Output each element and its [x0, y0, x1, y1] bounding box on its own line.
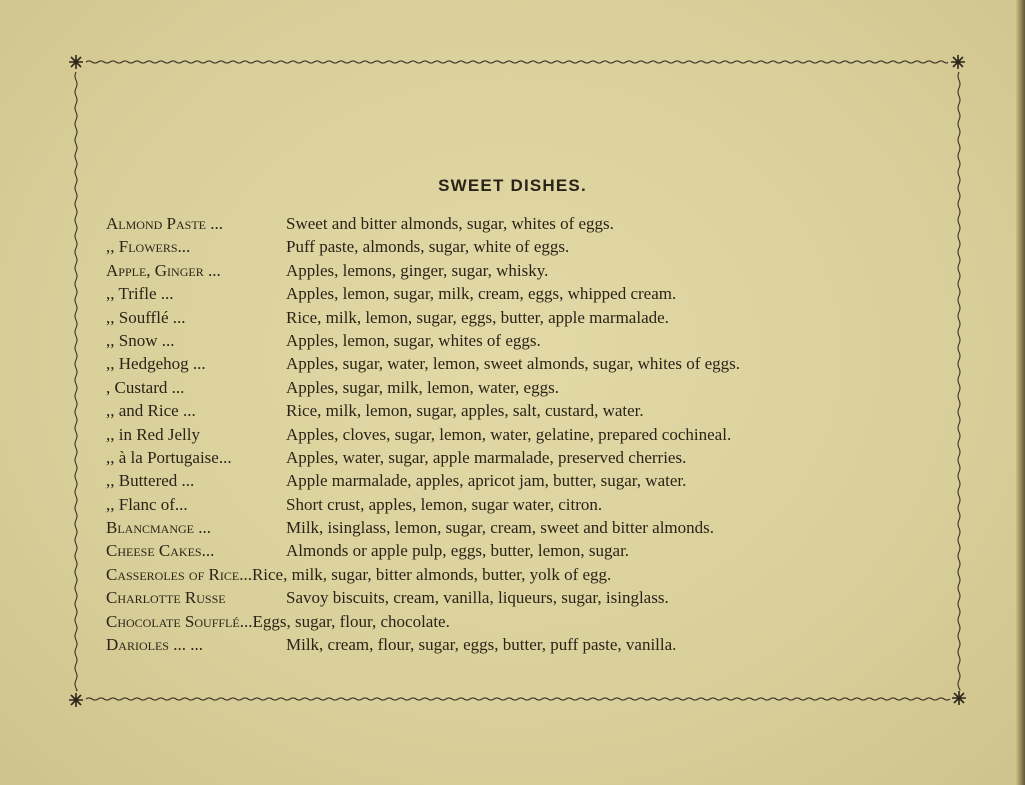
ingredients: Apples, water, sugar, apple marmalade, preserved cherries. [286, 447, 687, 467]
ingredients: Apples, lemon, sugar, whites of eggs. [286, 330, 541, 350]
list-item [106, 493, 936, 516]
left-wavy-rule [75, 72, 77, 691]
dish-name: ,, in Red Jelly [106, 424, 200, 444]
ingredients: Apples, lemon, sugar, milk, cream, eggs, whipped cream. [286, 284, 677, 304]
ingredients: Eggs, sugar, flour, chocolate. [252, 611, 450, 631]
ingredients: Savoy biscuits, cream, vanilla, liqueurs, sugar, isinglass. [286, 588, 669, 608]
dish-name: ,, Hedgehog ... [106, 354, 206, 374]
ingredients: Sweet and bitter almonds, sugar, whites of eggs. [286, 214, 614, 233]
ingredients: Apples, sugar, milk, lemon, water, eggs. [286, 377, 559, 397]
ingredients: Apple marmalade, apples, apricot jam, butter, sugar, water. [286, 471, 687, 491]
list-item [106, 610, 936, 633]
list-item [106, 306, 936, 329]
page-title: SWEET DISHES. [438, 176, 587, 195]
corner-ornament-top-right [951, 55, 965, 69]
list-item [106, 423, 936, 446]
ingredients: Rice, milk, lemon, sugar, apples, salt, custard, water. [286, 401, 644, 421]
dish-name: Chocolate Soufflé... [106, 611, 253, 631]
dish-name: Darioles ... ... [106, 635, 203, 655]
dish-name: ,, à la Portugaise... [106, 447, 232, 467]
ingredients: Apples, sugar, water, lemon, sweet almonds, sugar, whites of eggs. [286, 354, 741, 374]
dish-name: ,, Flanc of... [106, 494, 188, 514]
top-wavy-rule [86, 61, 948, 63]
dish-name: Blancmange ... [106, 518, 212, 538]
dish-name: Apple, Ginger ... [106, 260, 221, 280]
list-item [106, 399, 936, 422]
list-item [106, 212, 936, 235]
dish-name: ,, Buttered ... [106, 471, 195, 491]
corner-ornament-bottom-left [69, 693, 83, 707]
list-item [106, 469, 936, 492]
list-item [106, 563, 936, 586]
right-wavy-rule [958, 72, 960, 690]
ingredients: Apples, cloves, sugar, lemon, water, gelatine, prepared cochineal. [286, 424, 732, 444]
ingredients: Almonds or apple pulp, eggs, butter, lemon, sugar. [286, 541, 630, 561]
dish-name: Almond Paste ... [106, 214, 223, 233]
ingredients: Short crust, apples, lemon, sugar water, citron. [286, 494, 603, 514]
list-item [106, 259, 936, 282]
list-item [106, 539, 936, 562]
corner-ornament-bottom-right [952, 691, 966, 705]
ingredients: Puff paste, almonds, sugar, white of eggs. [286, 237, 570, 257]
dish-name: ,, Flowers... [106, 237, 191, 257]
recipe-list [106, 212, 936, 656]
dish-name: Charlotte Russe [106, 588, 226, 608]
dish-name: , Custard ... [106, 377, 185, 397]
bottom-wavy-rule [86, 698, 950, 700]
ingredients: Rice, milk, sugar, bitter almonds, butter, yolk of egg. [251, 564, 612, 584]
dish-name: ,, Soufflé ... [106, 307, 186, 327]
ingredients: Milk, isinglass, lemon, sugar, cream, sweet and bitter almonds. [286, 518, 715, 538]
dish-name: Cheese Cakes... [106, 541, 215, 561]
list-item [106, 352, 936, 375]
dish-name: ,, Trifle ... [106, 284, 174, 304]
ingredients: Rice, milk, lemon, sugar, eggs, butter, apple marmalade. [286, 307, 669, 327]
list-item [106, 282, 936, 305]
list-item [106, 446, 936, 469]
ingredients: Apples, lemons, ginger, sugar, whisky. [286, 260, 549, 280]
list-item [106, 516, 936, 539]
dish-name: ,, and Rice ... [106, 401, 196, 421]
list-item [106, 633, 936, 656]
corner-ornament-top-left [69, 55, 83, 69]
dish-name: Casseroles of Rice... [106, 564, 252, 584]
list-item [106, 329, 936, 352]
dish-name: ,, Snow ... [106, 330, 175, 350]
ingredients: Milk, cream, flour, sugar, eggs, butter, puff paste, vanilla. [286, 635, 677, 655]
list-item [106, 376, 936, 399]
list-item [106, 235, 936, 258]
list-item [106, 586, 936, 609]
